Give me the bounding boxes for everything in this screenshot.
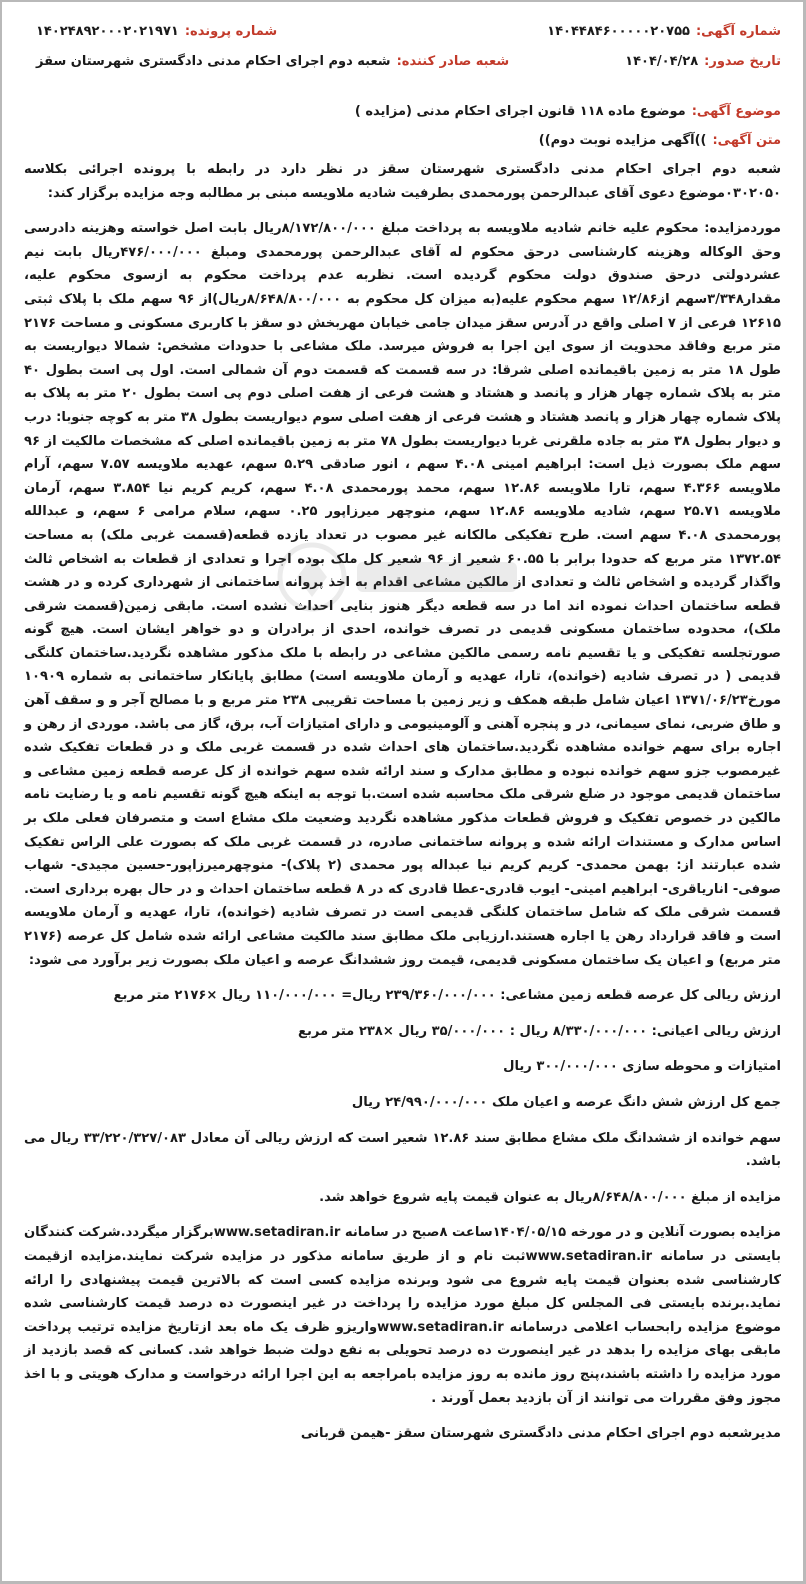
subject-label: موضوع آگهی: [691,104,781,119]
notice-body [24,158,781,1446]
issue-date-value: ۱۴۰۴/۰۴/۲۸ [625,53,699,69]
issuer-label: شعبه صادر کننده: [396,53,510,69]
intro-paragraph: شعبه دوم اجرای احکام مدنی دادگستری شهرستان سقز در نظر دارد در رابطه با پرونده اجرائی بکلاسه ۰۳۰۲۰۵۰موضوع دعوی آقای عبدالرحمن پورمحمدی بطرفیت شادیه ملاویسه مبنی بر مطالبه وجه مزایده برگزار کند: [24,162,781,201]
issuer [36,54,509,69]
subject-line [24,104,781,119]
notice-number [547,24,781,39]
main-paragraph: موردمزایده: محکوم علیه خانم شادیه ملاویسه به پرداخت مبلغ ۸/۱۷۲/۸۰۰/۰۰۰ریال بابت اصل خواسته وهزینه دادرسی وحق الوکاله وهزینه کارشناسی درحق محکوم له آقای عبدالرحمن پورمحمدی ومبلغ ۴۷۶/۰۰۰/۰۰۰ریال بابت نیم عشردولتی درحق صندوق دولت محکوم گردیده است. نظربه عدم پرداخت محکوم به ازسوی محکوم علیه، مقدار۳/۳۴۸سهم از۱۲/۸۶ سهم محکوم علیه(به میزان کل محکوم به ۸/۶۴۸/۸۰۰/۰۰۰ریال)از ۹۶ سهم ملک با پلاک ثبتی ۱۲۶۱۵ فرعی از ۷ اصلی واقع در آدرس سقز میدان جامی خیابان مهربخش دو سقز با کاربری مسکونی و مساحت ۲۱۷۶ متر مربع وفاقد محدویت از سوی این اجرا به فروش میرسد. ملک مشاعی با حدودات مشخص: شمالا دیواریست به طول ۱۸ متر به زمین باقیمانده اصلی شرقا: در سه قسمت که قسمت دوم آن شمالی است. اول پی است بطول ۴۰ متر به پلاک شماره چهار هزار و پانصد و هشتاد و هشت فرعی از هفت اصلی دوم پی است بطول ۲۰ متر به پلاک به پلاک شماره چهار هزار و پانصد هشتاد و هشت فرعی از هفت اصلی سوم دیواریست بطول ۳۸ متر به کوچه جنوبا: درب و دیوار بطول ۳۸ متر به جاده ملقرنی غربا دیواریست بطول ۷۸ متر به زمین باقیمانده اصلی که مشخصات مالکیت از ۹۶ سهم ملک بصورت ذیل است: ابراهیم امینی ۴.۰۸ سهم ، انور صادقی ۵.۲۹ سهم، عهدیه ملاویسه ۷.۵۷ سهم، آرام ملاویسه ۴.۳۶۶ سهم، تارا ملاویسه ۱۲.۸۶ سهم، محمد پورمحمدی ۴.۰۸ سهم، کریم کریم نیا ۳.۸۵۴ سهم، آرمان ملاویسه ۲۵.۷۱ سهم، شادیه ملاویسه ۱۲.۸۶ سهم، منوچهر میرزاپور ۰.۲۵ سهم، سلام مرامی ۶ سهم، و عبدالله پورمحمدی ۴.۰۸ سهم است. طرح تفکیکی مالکانه غیر مصوب در تعداد یازده قطعه(قسمت غربی ملک) به مساحت ۱۳۷۲.۵۴ متر مربع که حدودا برابر با ۶۰.۵۵ شعیر از ۹۶ شعیر کل ملک بوده اجرا و تعدادی از قطعات به اشخاص ثالث واگذار گردیده و اشخاص ثالث و تعدادی از مالکین مشاعی اقدام به اخذ پروانه ساختمانی از شهرداری کرده و در هشت قطعه ساختمان احداث نموده اند اما در سه قطعه دیگر هنوز بنایی احداث نشده است. مابقی زمین(قسمت شرقی ملک)، محدوده ساختمان مسکونی قدیمی در تصرف خوانده، احدی از برادران و دو خواهر ایشان است. هیچ گونه صورتجلسه تفکیکی و یا تقسیم نامه رسمی مالکین مشاعی در رابطه با ملک مذکور مشاهده نگردید.ساختمان کلنگی قدیمی ( در تصرف شادیه (خوانده)، تارا، عهدیه و آرمان ملاویسه است) مطابق پایانکار ساختمانی به شماره ۱۰۹۰۹ مورخ۱۳۷۱/۰۶/۲۳ اعیان شامل طبقه همکف و زیر زمین با مساحت تقریبی ۲۳۸ متر مربع و با مصالح آجر و و سقف آهن و طاق ضربی، نمای سیمانی، در و پنجره آهنی و آلومینیومی و دارای امتیازات آب، برق، گاز می باشد. موردی از رهن و اجاره برای سهم خوانده مشاهده نگردید.ساختمان های احداث شده در قسمت غربی ملک و در قطعات تفکیک شده غیرمصوب جزو سهم خوانده نبوده و مطابق مدارک و سند ارائه شده سهم خوانده از کل عرصه قطعه زمین مشاعی و ساختمان قدیمی موجود در ضلع شرقی ملک محاسبه شده است.با توجه به اینکه هیچ گونه تقسیم نامه و یا رضایت نامه مالکین در خصوص تفکیک و فروش قطعات مذکور مشاهده نگردید وضعیت ملک مشاع است و متصرفان فعلی ملک بر اساس مدارک و مستندات ارائه شده و پروانه ساختمانی صادره، در قسمت غربی ملک که بصورت علی الراس تفکیک شده عبارتند از: بهمن محمدی- کریم کریم نیا عبداله پور محمدی (۲ پلاک)- منوچهرمیرزاپور-حسین مجیدی- شهاب صوفی- اناریاقری- ابراهیم امینی- ایوب قادری-عطا قادری که در ۸ قطعه ساختمان احداث و در حال بهره برداری است. قسمت شرقی ملک که شامل ساختمان کلنگی قدیمی است در تصرف شادیه (خوانده)، تارا، عهدیه و آرمان ملاویسه است و فاقد قرارداد رهن یا اجاره هستند.ارزیابی ملک مطابق سند مالکیت مشاعی ارائه شده شامل کل عرصه (۲۱۷۶ متر مربع) و اعیان یک ساختمان مسکونی قدیمی، قیمت روز ششدانگ عرصه و اعیان ملک بصورت زیر برآورد می شود: [24,221,782,968]
land-value-line: ارزش ریالی کل عرصه قطعه زمین مشاعی: ۲۳۹/۳۶۰/۰۰۰/۰۰۰ ریال= ۱۱۰/۰۰۰/۰۰۰ ریال ×۲۱۷۶ متر مربع [113,988,781,1004]
issuer-value: شعبه دوم اجرای احکام مدنی دادگستری شهرستان سقز [36,53,391,69]
case-number [36,24,277,39]
notice-number-value: ۱۴۰۴۴۸۴۶۰۰۰۰۰۲۰۷۵۵ [547,23,690,39]
utilities-value-line: امتیازات و محوطه سازی ۳۰۰/۰۰۰/۰۰۰ ریال [503,1059,781,1075]
case-number-value: ۱۴۰۲۴۸۹۲۰۰۰۲۰۲۱۹۷۱ [36,23,179,39]
header-row-2 [24,46,781,76]
header-row-1 [24,16,781,46]
issue-date-label: تاریخ صدور: [704,53,781,69]
notice-number-label: شماره آگهی: [695,23,781,39]
text-header-label: متن آگهی: [712,133,781,148]
text-header-value: ))آگهی مزایده نوبت دوم)) [538,133,707,148]
building-value-line: ارزش ریالی اعیانی: ۸/۳۳۰/۰۰۰/۰۰۰ ریال : ۳۵/۰۰۰/۰۰۰ ریال ×۲۳۸ متر مربع [298,1023,781,1039]
text-header-line [24,133,781,148]
share-value-line: سهم خوانده از ششدانگ ملک مشاع مطابق سند ۱۲.۸۶ شعیر است که ارزش ریالی آن معادل ۳۳/۲۲۰/۳۲۷/۰۸۳ ریال می باشد. [24,1130,781,1170]
case-number-label: شماره پرونده: [184,23,278,39]
signature-line: مدیرشعبه دوم اجرای احکام مدنی دادگستری شهرستان سقز -هیمن قربانی [300,1426,781,1442]
total-value-line: جمع کل ارزش شش دانگ عرصه و اعیان ملک ۲۴/۹۹۰/۰۰۰/۰۰۰ ریال [351,1094,781,1110]
issue-date [625,54,781,69]
auction-terms-paragraph: مزایده بصورت آنلاین و در مورخه ۱۴۰۴/۰۵/۱۵ساعت ۸صبح در سامانه www.setadiran.irبرگزار میگردد.شرکت کنندگان بایستی در سامانه www.setadiran.irثبت نام و از طریق سامانه مذکور در مزایده شرکت نمایند.مزایده ازقیمت کارشناسی شده بعنوان قیمت پایه شروع می شود وبرنده مزایده کسی است که بالاترین قیمت پیشنهادی را ارائه نماید.برنده بایستی فی المجلس کل مبلغ مورد مزایده را پرداخت در غیر اینصورت ده درصد قیمت کارشناسی شده موضوع مزایده رابحساب اعلامی درسامانه www.setadiran.irواریزو ظرف یک ماه بعد ازتاریخ مزایده ترتیب پرداخت مابقی بهای مزایده را بدهد در غیر اینصورت ده درصد تحویلی به نفع دولت ضبط خواهد شد. کسانی که قصد بازدید از مورد مزایده را داشته باشند،پنج روز مانده به روز مزایده بامراجعه به این اجرا ارائه درخواست و مدارک هویتی و با اخذ مجوز وفق مقررات می توانند از آن بازدید بعمل آورند . [24,1225,781,1406]
starting-price-line: مزایده از مبلغ ۸/۶۴۸/۸۰۰/۰۰۰ریال به عنوان قیمت پایه شروع خواهد شد. [319,1189,781,1205]
subject-value: موضوع ماده ۱۱۸ قانون اجرای احکام مدنی (مزایده ) [354,104,686,119]
